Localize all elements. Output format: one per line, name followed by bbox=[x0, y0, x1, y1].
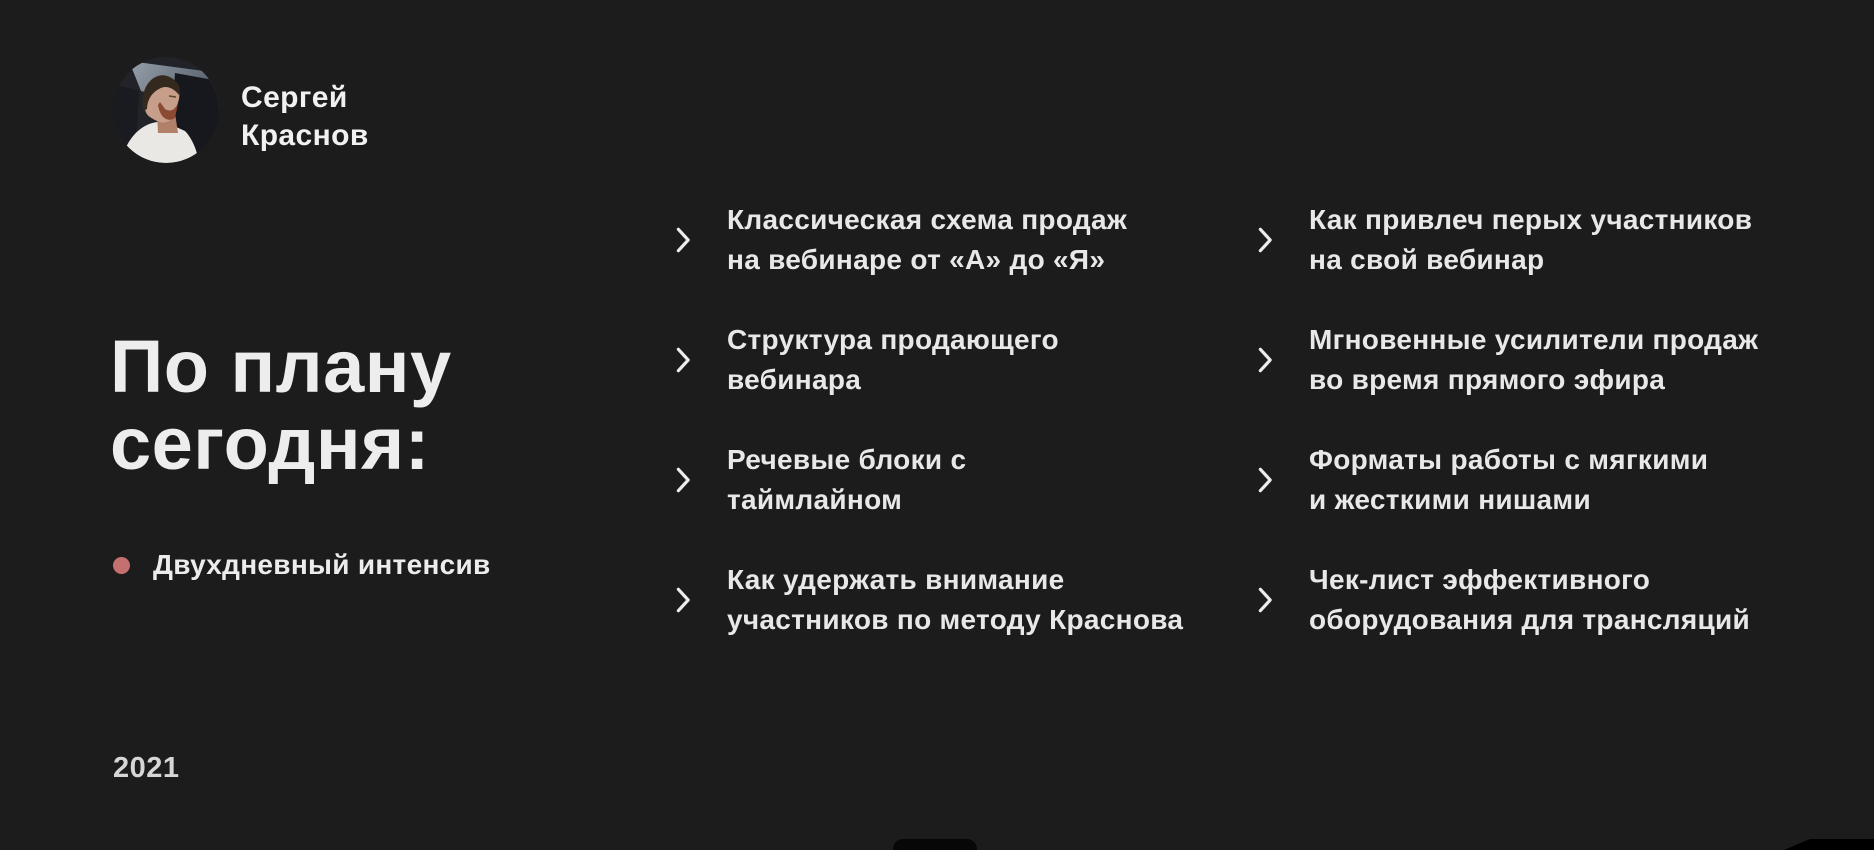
agenda-item-text bbox=[727, 440, 966, 520]
agenda-item bbox=[1258, 200, 1758, 280]
agenda-item-line1: Как удержать внимание bbox=[727, 564, 1065, 595]
tagline-label: Двухдневный интенсив bbox=[153, 549, 491, 580]
bottom-right-corner bbox=[1784, 839, 1874, 850]
author-name bbox=[241, 79, 369, 155]
agenda-item-text bbox=[1309, 560, 1750, 640]
agenda-item-text bbox=[727, 200, 1127, 280]
agenda-item-text bbox=[727, 320, 1059, 400]
author-first-name: Сергей bbox=[241, 81, 348, 114]
year-label: 2021 bbox=[113, 752, 180, 784]
bullet-dot-icon bbox=[113, 557, 130, 574]
agenda-item-line2: на свой вебинар bbox=[1309, 244, 1545, 275]
agenda-item bbox=[1258, 440, 1758, 520]
agenda-item-line2: на вебинаре от «А» до «Я» bbox=[727, 244, 1106, 275]
agenda-item bbox=[1258, 320, 1758, 400]
agenda-item-line1: Мгновенные усилители продаж bbox=[1309, 324, 1759, 355]
profile-photo-icon bbox=[113, 57, 219, 163]
author-last-name: Краснов bbox=[241, 119, 369, 152]
chevron-right-icon bbox=[1258, 226, 1273, 254]
page-title-line1: По плану bbox=[110, 325, 452, 408]
agenda-item-text bbox=[1309, 440, 1708, 520]
agenda-item bbox=[676, 440, 1183, 520]
agenda-item-text bbox=[1309, 200, 1752, 280]
agenda-item-line2: участников по методу Краснова bbox=[727, 604, 1184, 635]
agenda-item-line1: Структура продающего bbox=[727, 324, 1059, 355]
chevron-right-icon bbox=[676, 466, 691, 494]
agenda-item bbox=[1258, 560, 1758, 640]
agenda-item-line1: Форматы работы с мягкими bbox=[1309, 444, 1709, 475]
tagline bbox=[113, 549, 491, 581]
chevron-right-icon bbox=[676, 586, 691, 614]
chevron-right-icon bbox=[1258, 346, 1273, 374]
page-title bbox=[110, 325, 452, 485]
agenda-item-line2: вебинара bbox=[727, 364, 862, 395]
agenda-item-line2: и жесткими нишами bbox=[1309, 484, 1591, 515]
chevron-right-icon bbox=[676, 346, 691, 374]
agenda-item-line1: Классическая схема продаж bbox=[727, 204, 1127, 235]
chevron-right-icon bbox=[1258, 586, 1273, 614]
chevron-right-icon bbox=[676, 226, 691, 254]
chevron-right-icon bbox=[1258, 466, 1273, 494]
avatar bbox=[113, 57, 219, 163]
agenda-item-text bbox=[1309, 320, 1758, 400]
agenda-item-line1: Чек-лист эффективного bbox=[1309, 564, 1651, 595]
agenda-item-line1: Речевые блоки с bbox=[727, 444, 967, 475]
agenda-item bbox=[676, 320, 1183, 400]
agenda-item bbox=[676, 560, 1183, 640]
agenda-item-line2: таймлайном bbox=[727, 484, 903, 515]
agenda-item-text bbox=[727, 560, 1183, 640]
bottom-notch bbox=[893, 839, 977, 850]
agenda-item-line1: Как привлеч перых участников bbox=[1309, 204, 1753, 235]
agenda-column-2 bbox=[1258, 200, 1758, 680]
agenda-item-line2: во время прямого эфира bbox=[1309, 364, 1666, 395]
agenda-item-line2: оборудования для трансляций bbox=[1309, 604, 1751, 635]
agenda-column-1 bbox=[676, 200, 1183, 680]
agenda-item bbox=[676, 200, 1183, 280]
page-title-line2: сегодня: bbox=[110, 402, 430, 485]
